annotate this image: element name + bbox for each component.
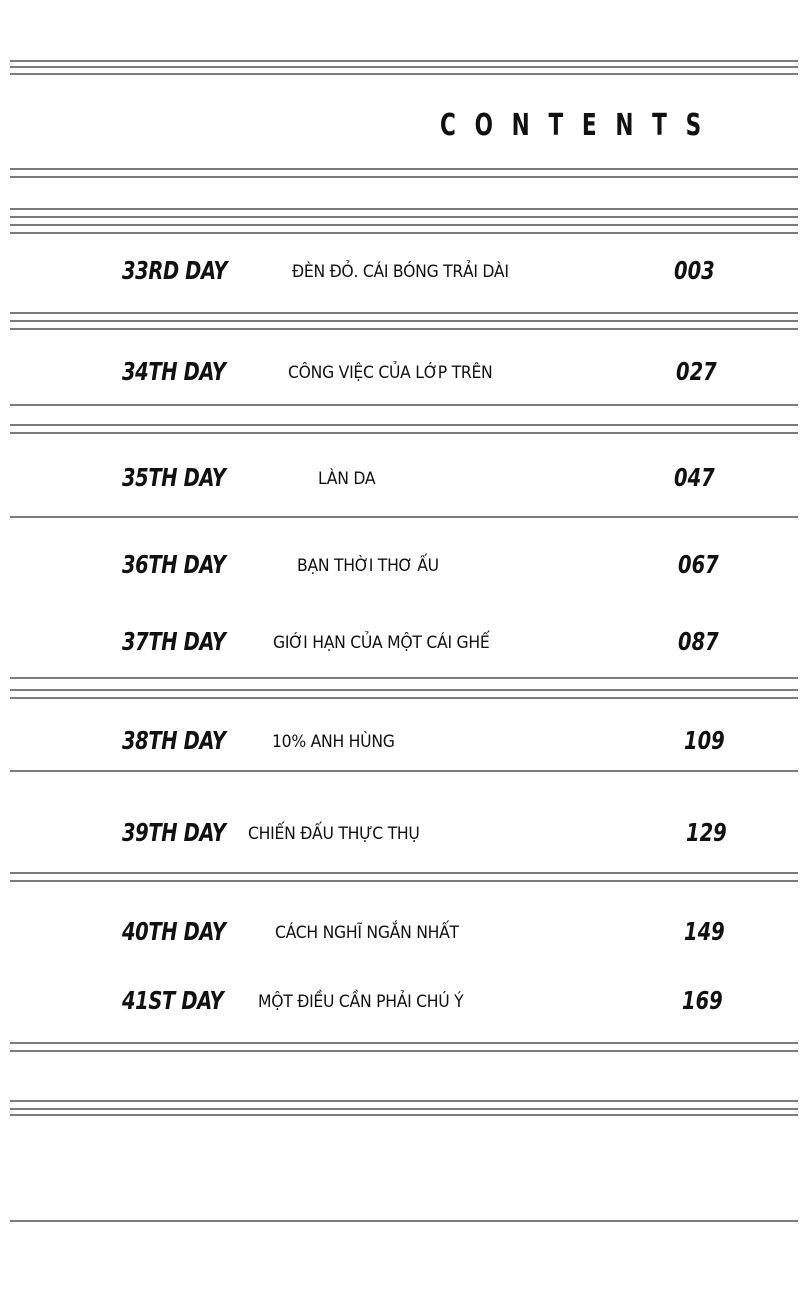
entry-page: 047 xyxy=(674,463,715,492)
toc-entry xyxy=(0,917,800,957)
entry-day: 40TH DAY xyxy=(122,917,226,946)
entry-name: LÀN DA xyxy=(318,469,376,489)
entry-day: 33RD DAY xyxy=(122,256,228,285)
entry-page: 169 xyxy=(682,986,723,1015)
entry-name: ĐÈN ĐỎ. CÁI BÓNG TRẢI DÀI xyxy=(292,262,509,282)
entry-day: 35TH DAY xyxy=(122,463,226,492)
entry-name: CÁCH NGHĨ NGẮN NHẤT xyxy=(275,923,459,943)
toc-entry xyxy=(0,357,800,397)
entry-page: 129 xyxy=(686,818,727,847)
toc-entry xyxy=(0,986,800,1026)
page-title: CONTENTS xyxy=(440,108,720,143)
entry-day: 34TH DAY xyxy=(122,357,226,386)
toc-entry xyxy=(0,818,800,858)
entry-name: CÔNG VIỆC CỦA LỚP TRÊN xyxy=(288,363,493,383)
entry-day: 41ST DAY xyxy=(122,986,224,1015)
toc-entry xyxy=(0,627,800,667)
entry-page: 109 xyxy=(684,726,725,755)
entry-name: BẠN THỜI THƠ ẤU xyxy=(297,556,439,576)
entry-day: 39TH DAY xyxy=(122,818,226,847)
entry-name: 10% ANH HÙNG xyxy=(272,732,395,752)
entry-name: CHIẾN ĐẤU THỰC THỤ xyxy=(248,824,420,844)
entry-name: GIỚI HẠN CỦA MỘT CÁI GHẾ xyxy=(273,633,490,653)
entry-page: 003 xyxy=(674,256,715,285)
entry-day: 36TH DAY xyxy=(122,550,226,579)
toc-entry xyxy=(0,550,800,590)
entry-day: 38TH DAY xyxy=(122,726,226,755)
toc-entry xyxy=(0,256,800,296)
toc-entry xyxy=(0,726,800,766)
toc-entry xyxy=(0,463,800,503)
entry-day: 37TH DAY xyxy=(122,627,226,656)
entry-page: 087 xyxy=(678,627,719,656)
entry-page: 149 xyxy=(684,917,725,946)
entry-page: 027 xyxy=(676,357,717,386)
entry-page: 067 xyxy=(678,550,719,579)
entry-name: MỘT ĐIỀU CẦN PHẢI CHÚ Ý xyxy=(258,992,464,1012)
